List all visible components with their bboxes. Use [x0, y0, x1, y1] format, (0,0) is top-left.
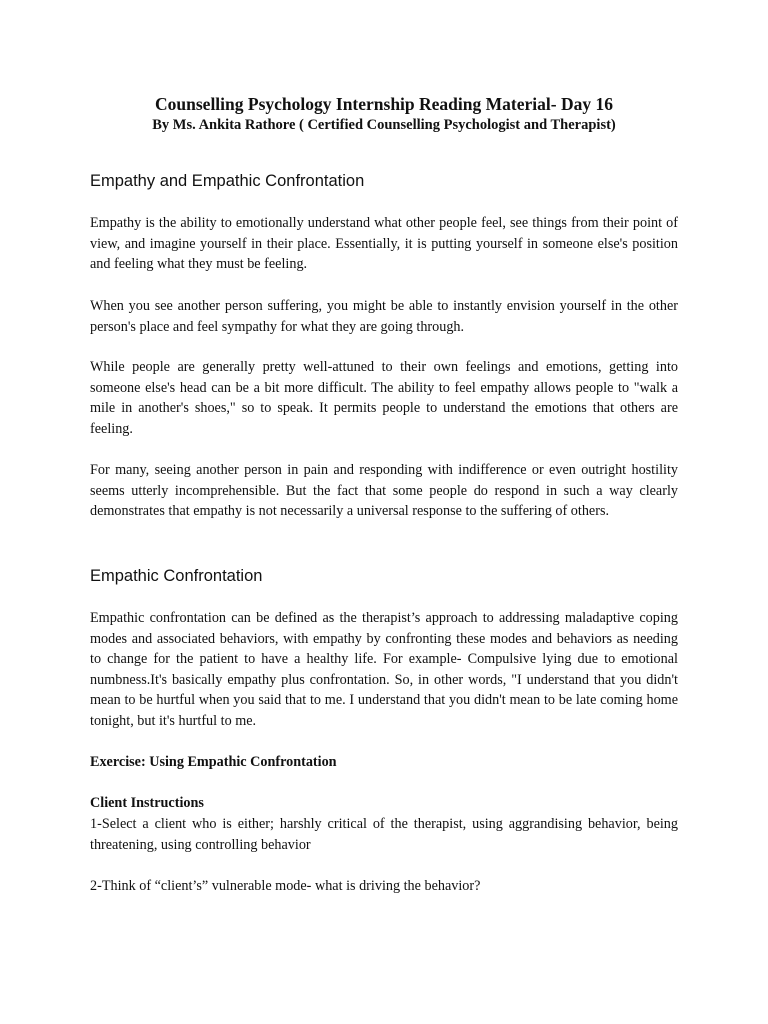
client-instructions-label: Client Instructions: [90, 795, 204, 811]
instruction-step-2: 2-Think of “client’s” vulnerable mode- what is driving the behavior?: [90, 878, 481, 894]
paragraph-empathy-indifference: For many, seeing another person in pain and responding with indifference or even outright hostility seems utterly incomprehensible. But the fact that some people do respond in such a way clearly demonstrates that empathy is not necessarily a universal response to the suffering of others.: [90, 462, 678, 520]
exercise-heading: Exercise: Using Empathic Confrontation: [90, 754, 337, 770]
page-title: Counselling Psychology Internship Reading Material- Day 16: [155, 94, 613, 114]
page-subtitle: By Ms. Ankita Rathore ( Certified Counselling Psychologist and Therapist): [152, 117, 616, 133]
paragraph-empathy-suffering: When you see another person suffering, you might be able to instantly envision yourself in the other person's place and feel sympathy for what they are going through.: [90, 298, 678, 335]
section-heading-empathy: Empathy and Empathic Confrontation: [90, 172, 365, 190]
paragraph-empathy-definition: Empathy is the ability to emotionally understand what other people feel, see things from their point of view, and imagine yourself in their place. Essentially, it is putting yourself in someone else's position and feeling what they must be feeling.: [90, 215, 678, 273]
paragraph-empathy-attuned: While people are generally pretty well-attuned to their own feelings and emotions, getting into someone else's head can be a bit more difficult. The ability to feel empathy allows people to "walk a mile in another's shoes," so to speak. It permits people to understand the emotions that others are feeling.: [90, 359, 678, 437]
section-heading-empathic-confrontation: Empathic Confrontation: [90, 567, 263, 585]
paragraph-empathic-confrontation: Empathic confrontation can be defined as the therapist’s approach to addressing maladaptive coping modes and associated behaviors, with empathy by confronting these modes and behaviors as needing to change for the patient to have a healthy life. For example- Compulsive lying due to emotional numbness.It's basically empathy plus confrontation. So, in other words, "I understand that you didn't mean to be hurtful when you said that to me. I understand that you didn't mean to be late coming home tonight, but it's hurtful to me.: [90, 610, 678, 729]
instruction-step-1: 1-Select a client who is either; harshly critical of the therapist, using aggrandising behavior, being threatening, using controlling behavior: [90, 816, 678, 853]
